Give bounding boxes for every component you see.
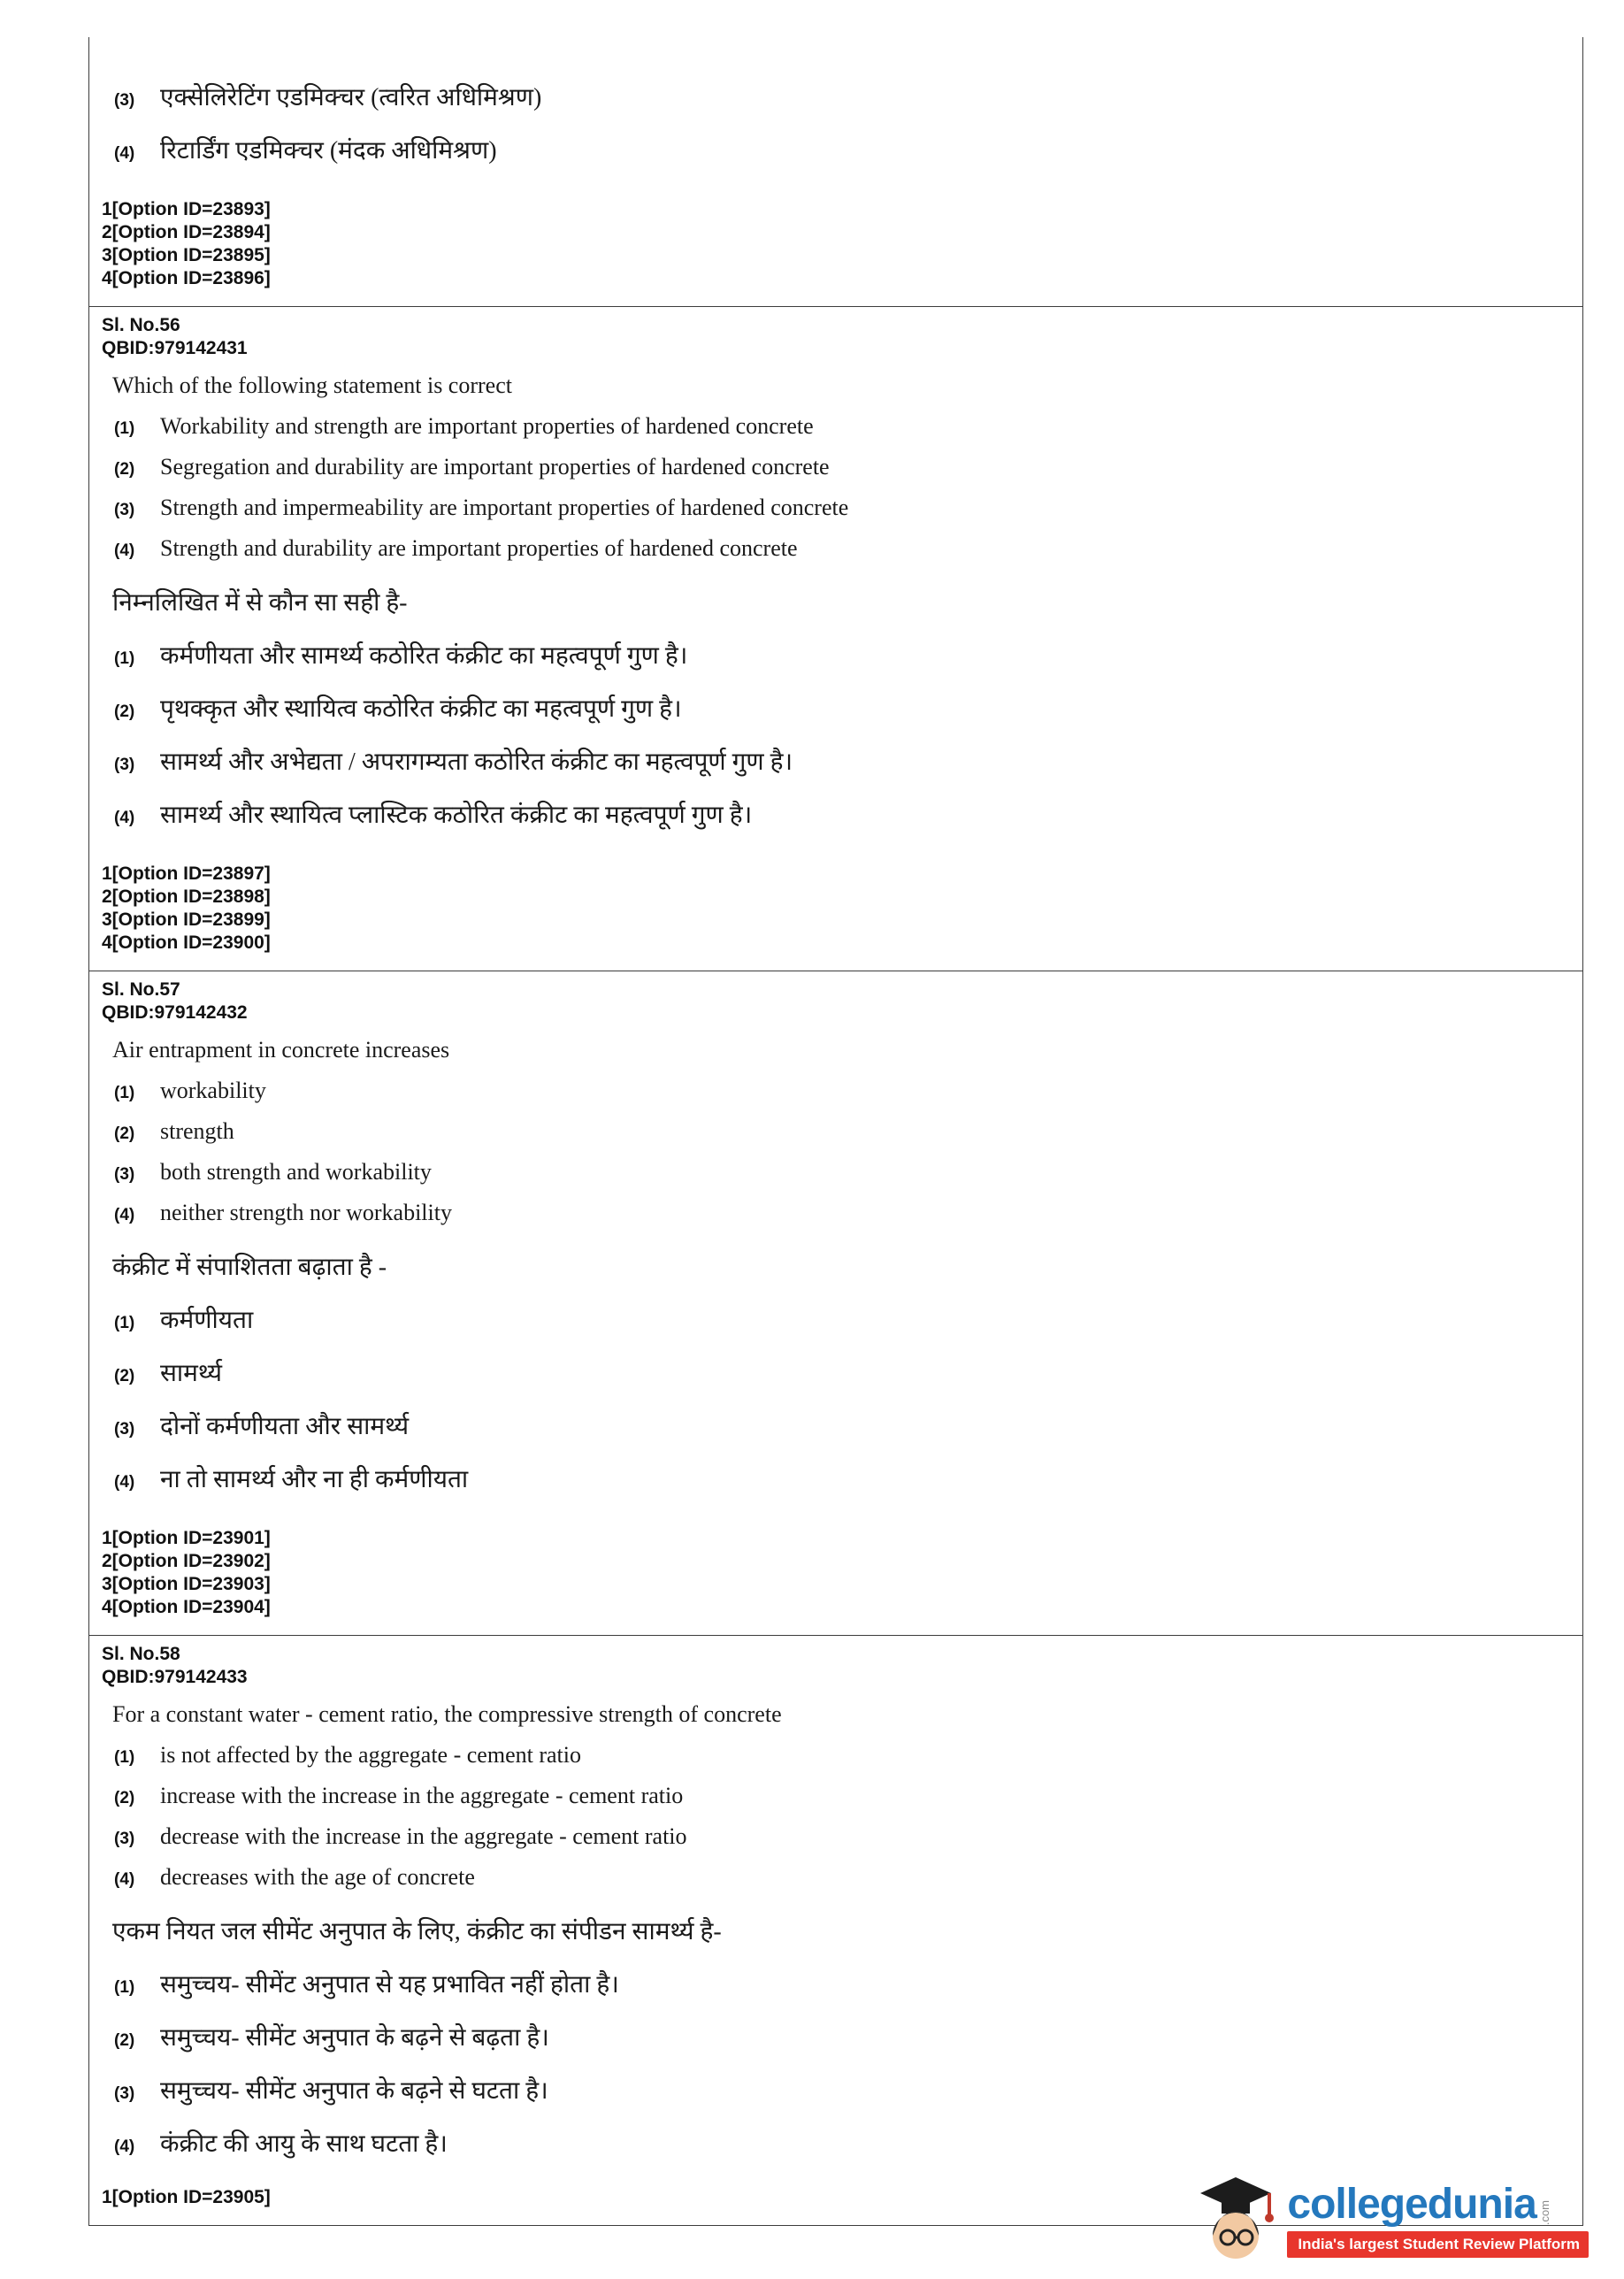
option-row bbox=[114, 495, 1568, 521]
option-number: (3) bbox=[114, 756, 135, 774]
option-text: Segregation and durability are important properties of hardened concrete bbox=[160, 454, 830, 480]
option-row bbox=[114, 1462, 1568, 1495]
option-number: (4) bbox=[114, 809, 135, 827]
option-id: 3[Option ID=23903] bbox=[102, 1574, 271, 1594]
option-text: Strength and impermeability are important properties of hardened concrete bbox=[160, 495, 849, 520]
option-number: (1) bbox=[114, 1314, 135, 1332]
option-id: 1[Option ID=23905] bbox=[102, 2187, 271, 2207]
option-row bbox=[114, 797, 1568, 831]
question-qbid: QBID:979142433 bbox=[102, 1667, 248, 1687]
option-text-hindi: सामर्थ्य और स्थायित्व प्लास्टिक कठोरित कंक्रीट का महत्वपूर्ण गुण है। bbox=[160, 802, 753, 829]
option-text: workability bbox=[160, 1078, 266, 1103]
question-block-56 bbox=[89, 306, 1582, 971]
option-row bbox=[114, 638, 1568, 671]
option-row bbox=[114, 1783, 1568, 1809]
option-text: is not affected by the aggregate - cement ratio bbox=[160, 1742, 581, 1768]
question-text-english: For a constant water - cement ratio, the compressive strength of concrete bbox=[112, 1701, 782, 1727]
option-row bbox=[114, 744, 1568, 778]
option-text-hindi: समुच्चय- सीमेंट अनुपात के बढ़ने से घटता है। bbox=[160, 2077, 548, 2105]
question-text-english: Air entrapment in concrete increases bbox=[112, 1037, 450, 1063]
question-qbid: QBID:979142432 bbox=[102, 1002, 248, 1023]
option-number: (1) bbox=[114, 419, 135, 438]
option-text: Strength and durability are important properties of hardened concrete bbox=[160, 535, 798, 561]
option-number: (1) bbox=[114, 1748, 135, 1767]
option-id-list bbox=[102, 1527, 1568, 1619]
option-row bbox=[114, 133, 1568, 166]
option-row bbox=[114, 1823, 1568, 1850]
option-row bbox=[114, 1078, 1568, 1104]
option-row bbox=[114, 1864, 1568, 1891]
question-text-english: Which of the following statement is correct bbox=[112, 372, 512, 398]
option-number: (4) bbox=[114, 1870, 135, 1889]
option-id: 1[Option ID=23897] bbox=[102, 863, 271, 884]
question-block-58 bbox=[89, 1635, 1582, 2228]
option-text: strength bbox=[160, 1118, 234, 1144]
graduate-icon bbox=[1195, 2167, 1276, 2274]
option-text: increase with the increase in the aggregate - cement ratio bbox=[160, 1783, 684, 1808]
option-text-hindi: कंक्रीट की आयु के साथ घटता है। bbox=[160, 2130, 448, 2158]
option-number: (1) bbox=[114, 649, 135, 668]
question-text-hindi: एकम नियत जल सीमेंट अनुपात के लिए, कंक्रीट का संपीडन सामर्थ्य है- bbox=[112, 1918, 722, 1945]
question-block-partial bbox=[89, 37, 1582, 306]
option-id: 1[Option ID=23893] bbox=[102, 199, 271, 219]
option-id: 3[Option ID=23895] bbox=[102, 245, 271, 265]
option-row bbox=[114, 1355, 1568, 1389]
option-id: 4[Option ID=23900] bbox=[102, 932, 271, 953]
option-id: 4[Option ID=23904] bbox=[102, 1597, 271, 1617]
option-number: (2) bbox=[114, 1789, 135, 1807]
option-row bbox=[114, 1742, 1568, 1769]
option-text-hindi: सामर्थ्य और अभेद्यता / अपरागम्यता कठोरित कंक्रीट का महत्वपूर्ण गुण है। bbox=[160, 748, 793, 776]
option-row bbox=[114, 1200, 1568, 1226]
option-number: (4) bbox=[114, 1473, 135, 1492]
option-row bbox=[114, 454, 1568, 480]
option-row bbox=[114, 2073, 1568, 2106]
question-serial: Sl. No.56 bbox=[102, 315, 180, 335]
option-id: 4[Option ID=23896] bbox=[102, 268, 271, 288]
option-text-hindi: सामर्थ्य bbox=[160, 1360, 222, 1387]
option-number: (2) bbox=[114, 1124, 135, 1143]
option-row bbox=[114, 1967, 1568, 2000]
option-row bbox=[114, 1302, 1568, 1336]
option-row bbox=[114, 413, 1568, 440]
option-number: (2) bbox=[114, 1367, 135, 1385]
option-row bbox=[114, 2020, 1568, 2053]
option-text-hindi: कर्मणीयता bbox=[160, 1307, 254, 1334]
option-row bbox=[114, 2126, 1568, 2160]
option-text-hindi: रिटार्डिंग एडमिक्चर (मंदक अधिमिश्रण) bbox=[160, 137, 497, 165]
question-block-57 bbox=[89, 971, 1582, 1635]
option-text-hindi: कर्मणीयता और सामर्थ्य कठोरित कंक्रीट का महत्वपूर्ण गुण है। bbox=[160, 642, 688, 670]
question-text-hindi: कंक्रीट में संपाशितता बढ़ाता है - bbox=[112, 1254, 387, 1281]
option-text-hindi: पृथक्कृत और स्थायित्व कठोरित कंक्रीट का महत्वपूर्ण गुण है। bbox=[160, 695, 682, 723]
question-serial: Sl. No.57 bbox=[102, 979, 180, 1000]
option-number: (3) bbox=[114, 1165, 135, 1184]
brand-block bbox=[1287, 2180, 1589, 2258]
option-number: (2) bbox=[114, 702, 135, 721]
option-row bbox=[114, 1118, 1568, 1145]
option-id-list bbox=[102, 863, 1568, 955]
option-number: (3) bbox=[114, 1420, 135, 1439]
option-text-hindi: समुच्चय- सीमेंट अनुपात के बढ़ने से बढ़ता है। bbox=[160, 2024, 549, 2052]
question-serial: Sl. No.58 bbox=[102, 1644, 180, 1664]
option-row bbox=[114, 1408, 1568, 1442]
option-id: 1[Option ID=23901] bbox=[102, 1528, 271, 1548]
option-number: (1) bbox=[114, 1978, 135, 1997]
option-id: 2[Option ID=23894] bbox=[102, 222, 271, 242]
option-text: decrease with the increase in the aggregate - cement ratio bbox=[160, 1823, 687, 1849]
option-number: (3) bbox=[114, 1830, 135, 1848]
brand-text: collegedunia bbox=[1287, 2180, 1536, 2228]
question-qbid: QBID:979142431 bbox=[102, 338, 248, 358]
question-text-hindi: निम्नलिखित में से कौन सा सही है- bbox=[112, 589, 408, 617]
option-number: (3) bbox=[114, 501, 135, 519]
brand-suffix: .com bbox=[1537, 2200, 1551, 2226]
option-id: 2[Option ID=23898] bbox=[102, 886, 271, 907]
option-number: (4) bbox=[114, 2137, 135, 2156]
option-number: (1) bbox=[114, 1084, 135, 1102]
option-number: (4) bbox=[114, 144, 135, 163]
option-number: (4) bbox=[114, 541, 135, 560]
option-text-hindi: एक्सेलिरेटिंग एडमिक्चर (त्वरित अधिमिश्रण) bbox=[160, 84, 542, 111]
option-id-list bbox=[102, 198, 1568, 290]
option-row bbox=[114, 1159, 1568, 1186]
option-number: (2) bbox=[114, 460, 135, 479]
option-text-hindi: दोनों कर्मणीयता और सामर्थ्य bbox=[160, 1413, 410, 1440]
option-id: 2[Option ID=23902] bbox=[102, 1551, 271, 1571]
option-text: decreases with the age of concrete bbox=[160, 1864, 475, 1890]
collegedunia-logo bbox=[1195, 2167, 1589, 2274]
option-text-hindi: समुच्चय- सीमेंट अनुपात से यह प्रभावित नहीं होता है। bbox=[160, 1971, 619, 1999]
option-row bbox=[114, 535, 1568, 562]
option-text-hindi: ना तो सामर्थ्य और ना ही कर्मणीयता bbox=[160, 1466, 469, 1493]
option-text: neither strength nor workability bbox=[160, 1200, 452, 1225]
option-text: Workability and strength are important properties of hardened concrete bbox=[160, 413, 814, 439]
option-number: (2) bbox=[114, 2031, 135, 2050]
question-paper bbox=[88, 37, 1583, 2226]
brand-tagline: India's largest Student Review Platform bbox=[1287, 2231, 1589, 2258]
option-text: both strength and workability bbox=[160, 1159, 432, 1185]
option-number: (3) bbox=[114, 2084, 135, 2103]
option-row bbox=[114, 80, 1568, 113]
option-number: (4) bbox=[114, 1206, 135, 1224]
option-number: (3) bbox=[114, 91, 135, 110]
option-row bbox=[114, 691, 1568, 725]
option-id: 3[Option ID=23899] bbox=[102, 909, 271, 930]
